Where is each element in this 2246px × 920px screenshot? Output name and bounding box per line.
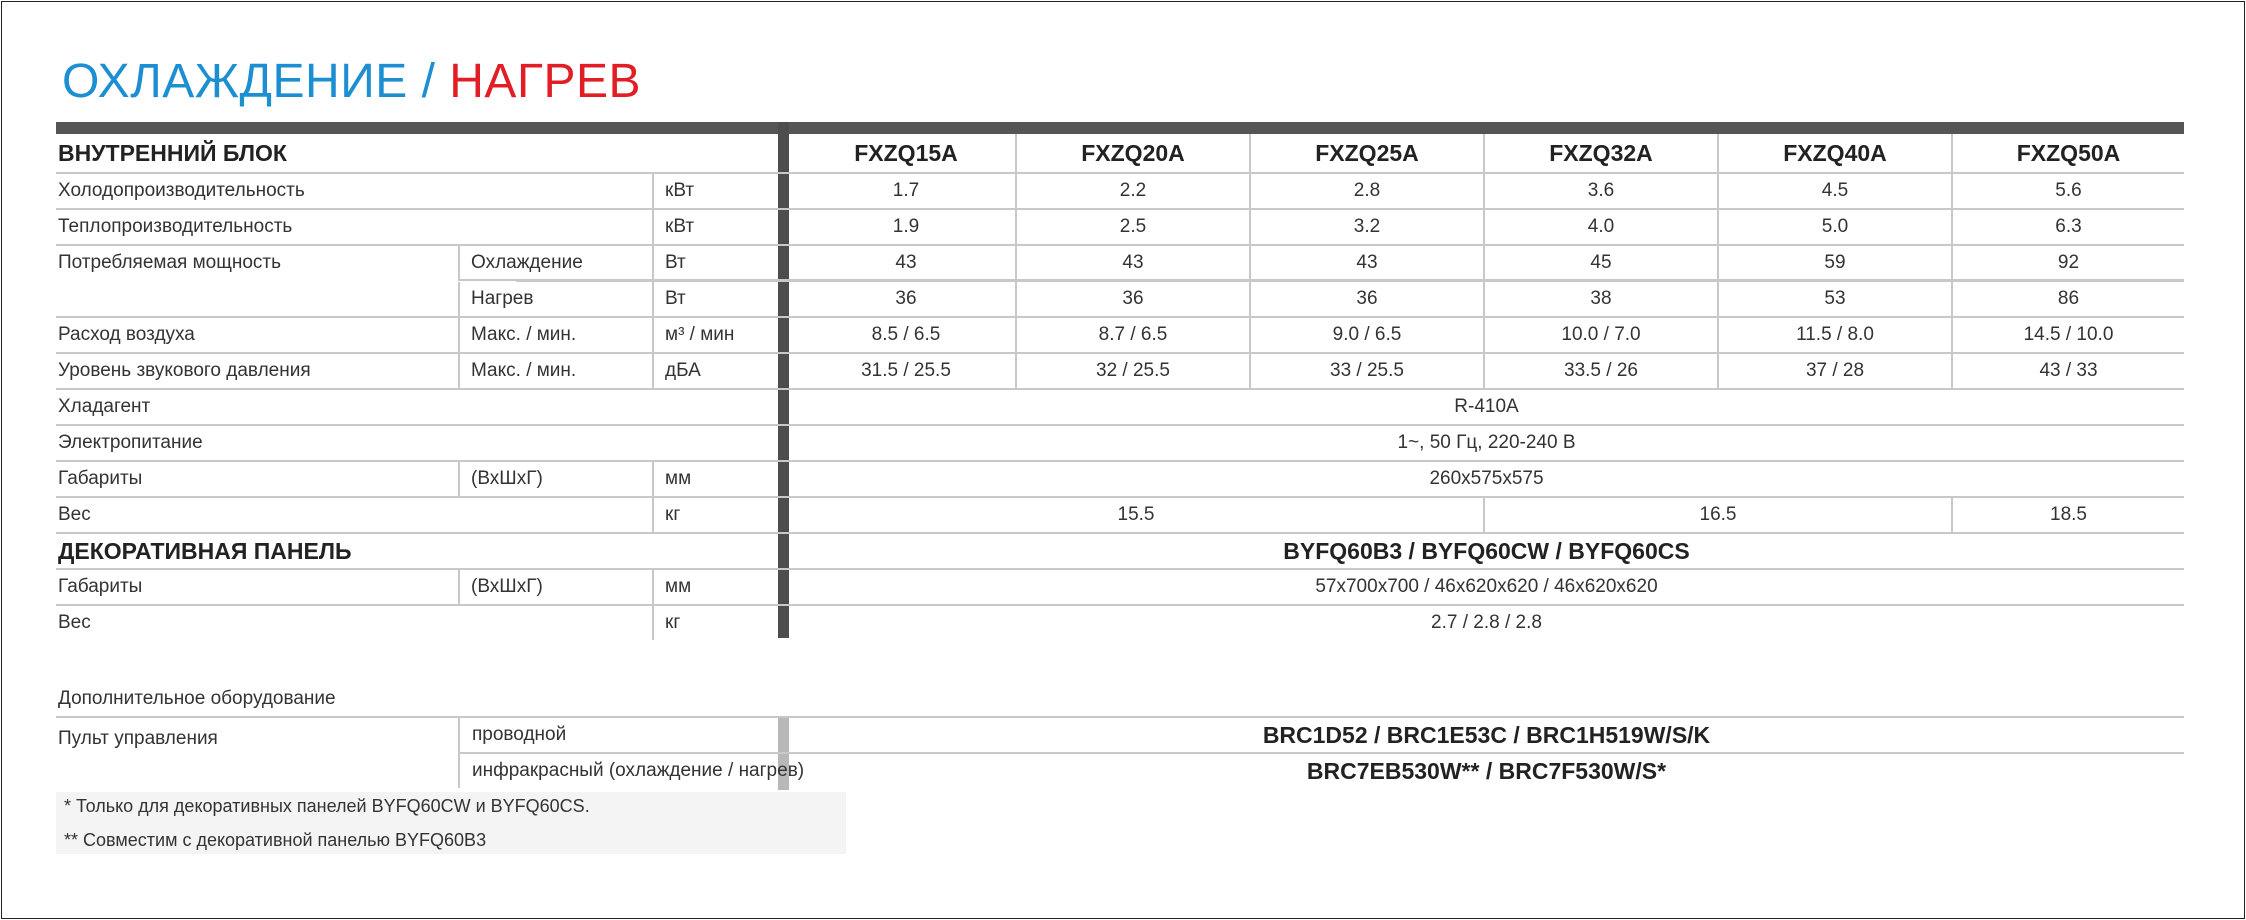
unit-label: кВт (665, 216, 695, 237)
value-cell: 37 / 28 (1805, 360, 1865, 381)
row-label: Габариты (58, 468, 143, 489)
value-cell: 11.5 / 8.0 (1796, 324, 1874, 345)
value-cell: 43 (1356, 252, 1378, 273)
value-cell: 31.5 / 25.5 (861, 360, 951, 381)
row-label: Теплопроизводительность (58, 216, 293, 237)
value-cell: 43 (895, 252, 917, 273)
weight-row (56, 498, 2184, 534)
value-cell: 45 (1590, 252, 1612, 273)
panel-dimensions-row (56, 570, 2184, 606)
model-name: FXZQ40A (1783, 139, 1887, 166)
value-cell: 86 (2057, 288, 2080, 309)
unit-label: м³ / мин (665, 324, 735, 345)
wired-remote-models: BRC1D52 / BRC1E53C / BRC1H519W/S/K (1262, 721, 1711, 748)
value-cell: 9.0 / 6.5 (1332, 324, 1402, 345)
value-cell: 16.5 (1699, 504, 1737, 525)
row-label: Вес (58, 612, 91, 633)
row-label: Холодопроизводительность (58, 180, 305, 201)
value-cell: 2.8 (1353, 180, 1381, 201)
value-cell: 260x575x575 (1429, 468, 1544, 489)
sub-label: (ВхШхГ) (471, 576, 543, 597)
value-cell: 5.0 (1821, 216, 1849, 237)
footnote: * Только для декоративных панелей BYFQ60CW и BYFQ60CS. (64, 796, 590, 816)
value-cell: 38 (1590, 288, 1612, 309)
sub-label: инфракрасный (охлаждение / нагрев) (472, 760, 805, 781)
unit-label: кВт (665, 180, 695, 201)
value-cell: 36 (1122, 288, 1144, 309)
value-cell: 1~, 50 Гц, 220-240 В (1397, 432, 1576, 453)
value-cell: 1.9 (892, 216, 920, 237)
value-cell: 32 / 25.5 (1096, 360, 1170, 381)
unit-label: кг (665, 504, 681, 525)
value-cell: 92 (2057, 252, 2080, 273)
row-label: Расход воздуха (58, 324, 195, 345)
value-cell: 14.5 / 10.0 (2023, 324, 2114, 345)
sub-label: (ВхШхГ) (471, 468, 543, 489)
decorative-panel-header-row (56, 534, 2184, 570)
panel-models: BYFQ60B3 / BYFQ60CW / BYFQ60CS (1283, 537, 1690, 564)
power-supply-row (56, 426, 2184, 462)
sound-pressure-row (56, 354, 2184, 390)
row-label: Габариты (58, 576, 143, 597)
unit-label: дБА (665, 360, 701, 381)
value-cell: R-410A (1454, 396, 1519, 417)
value-cell: 43 (1122, 252, 1144, 273)
cooling-capacity-row (56, 174, 2184, 210)
unit-label: мм (665, 576, 692, 597)
dimensions-row (56, 462, 2184, 498)
model-name: FXZQ32A (1549, 139, 1653, 166)
title-cooling: ОХЛАЖДЕНИЕ (62, 55, 408, 108)
value-cell: 2.2 (1119, 180, 1147, 201)
value-cell: 1.7 (892, 180, 920, 201)
table-top-bar (56, 122, 2184, 134)
airflow-row (56, 318, 2184, 354)
panel-weight-row (56, 606, 2184, 640)
value-cell: 15.5 (1117, 504, 1155, 525)
value-cell: 33.5 / 26 (1564, 360, 1638, 381)
wired-remote-row (458, 718, 2184, 754)
value-cell: 57x700x700 / 46x620x620 / 46x620x620 (1315, 576, 1658, 597)
value-cell: 3.2 (1353, 216, 1381, 237)
value-cell: 59 (1824, 252, 1846, 273)
refrigerant-row (56, 390, 2184, 426)
model-name: FXZQ20A (1081, 139, 1185, 166)
infrared-remote-row (458, 754, 2184, 788)
sub-label: Макс. / мин. (471, 324, 577, 345)
sub-label: Охлаждение (471, 252, 583, 273)
value-cell: 6.3 (2055, 216, 2082, 237)
infrared-remote-models: BRC7EB530W** / BRC7F530W/S* (1306, 757, 1667, 784)
row-label: Хладагент (58, 396, 151, 417)
title-separator: / (421, 55, 436, 108)
value-cell: 43 / 33 (2039, 360, 2098, 381)
unit-label: Вт (665, 288, 686, 309)
row-label: Потребляемая мощность (58, 252, 282, 273)
value-cell: 8.7 / 6.5 (1098, 324, 1168, 345)
indoor-unit-header: ВНУТРЕННИЙ БЛОК (58, 139, 287, 166)
model-name: FXZQ50A (2016, 139, 2121, 166)
options-header: Дополнительное оборудование (58, 688, 336, 709)
model-name: FXZQ15A (854, 139, 958, 166)
value-cell: 36 (1356, 288, 1378, 309)
unit-label: кг (665, 612, 681, 633)
sub-label: проводной (472, 724, 567, 745)
value-cell: 33 / 25.5 (1330, 360, 1404, 381)
unit-label: Вт (665, 252, 686, 273)
sub-label: Нагрев (471, 288, 534, 309)
value-cell: 10.0 / 7.0 (1561, 324, 1641, 345)
value-cell: 3.6 (1587, 180, 1615, 201)
value-cell: 53 (1824, 288, 1846, 309)
heating-capacity-row (56, 210, 2184, 246)
power-input-cooling-cells (56, 246, 2184, 280)
value-cell: 8.5 / 6.5 (871, 324, 941, 345)
value-cell: 36 (895, 288, 917, 309)
value-cell: 5.6 (2055, 180, 2082, 201)
value-cell: 4.5 (1821, 180, 1849, 201)
value-cell: 4.0 (1587, 216, 1615, 237)
footnote: ** Совместим с декоративной панелью BYFQ60B3 (64, 830, 487, 850)
title-heating: НАГРЕВ (449, 55, 641, 108)
decorative-panel-header: ДЕКОРАТИВНАЯ ПАНЕЛЬ (58, 537, 352, 564)
power-input-heating-row (56, 282, 2184, 318)
value-cell: 2.5 (1119, 216, 1147, 237)
sub-label: Макс. / мин. (471, 360, 577, 381)
page-title (62, 54, 641, 110)
model-name: FXZQ25A (1315, 139, 1419, 166)
remote-label: Пульт управления (58, 728, 218, 749)
row-label: Вес (58, 504, 91, 525)
value-cell: 18.5 (2050, 504, 2087, 525)
row-label: Уровень звукового давления (58, 360, 311, 381)
value-cell: 2.7 / 2.8 / 2.8 (1431, 612, 1542, 633)
indoor-unit-header-row (56, 134, 2184, 174)
options-header-row (56, 682, 2184, 718)
unit-label: мм (665, 468, 692, 489)
row-label: Электропитание (58, 432, 203, 453)
